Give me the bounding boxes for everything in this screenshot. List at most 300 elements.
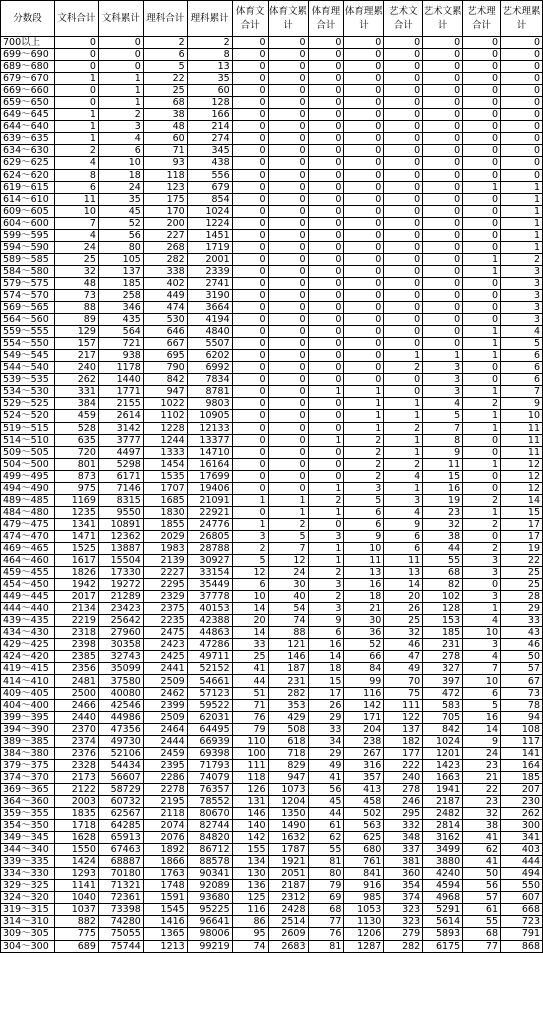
table-cell: 0 — [54, 97, 98, 109]
table-cell: 7 — [463, 663, 501, 675]
table-cell: 0 — [463, 374, 501, 386]
table-cell: 262 — [54, 374, 98, 386]
table-cell: 0 — [232, 181, 268, 193]
table-cell: 0 — [423, 289, 463, 301]
table-cell: 4 — [384, 470, 423, 482]
table-cell: 0 — [268, 338, 308, 350]
table-cell: 5 — [501, 338, 543, 350]
table-cell: 6 — [501, 350, 543, 362]
table-cell: 0 — [344, 253, 384, 265]
table-row — [1, 699, 543, 711]
table-cell: 2122 — [54, 783, 98, 795]
table-cell: 0 — [384, 241, 423, 253]
table-cell: 71793 — [187, 759, 232, 771]
table-cell: 0 — [308, 289, 344, 301]
table-row — [1, 482, 543, 494]
table-cell: 57 — [501, 663, 543, 675]
table-cell: 0 — [308, 121, 344, 133]
table-cell: 14 — [463, 723, 501, 735]
table-cell: 1 — [463, 386, 501, 398]
table-cell: 0 — [463, 85, 501, 97]
table-cell: 646 — [143, 326, 187, 338]
table-cell: 125 — [232, 892, 268, 904]
table-cell: 2 — [384, 458, 423, 470]
table-cell: 0 — [232, 338, 268, 350]
table-cell: 3 — [384, 494, 423, 506]
table-row — [1, 892, 543, 904]
table-cell: 6 — [501, 362, 543, 374]
table-cell: 2514 — [268, 916, 308, 928]
table-cell: 1787 — [268, 844, 308, 856]
table-cell: 41 — [463, 856, 501, 868]
table-cell: 0 — [308, 49, 344, 61]
table-cell: 95 — [232, 928, 268, 940]
score-range-cell: 700以上 — [1, 37, 55, 49]
table-cell: 346 — [98, 302, 143, 314]
table-cell: 78 — [501, 699, 543, 711]
score-range-cell: 659～650 — [1, 97, 55, 109]
table-cell: 16164 — [187, 458, 232, 470]
table-cell: 403 — [501, 844, 543, 856]
table-cell: 3 — [501, 277, 543, 289]
table-cell: 278 — [384, 783, 423, 795]
table-cell: 0 — [268, 97, 308, 109]
score-range-cell: 579～575 — [1, 277, 55, 289]
score-range-cell: 459～455 — [1, 567, 55, 579]
table-row — [1, 338, 543, 350]
table-cell: 42546 — [98, 699, 143, 711]
table-cell: 50 — [463, 868, 501, 880]
table-cell: 8781 — [187, 386, 232, 398]
table-cell: 222 — [384, 759, 423, 771]
table-cell: 3 — [501, 265, 543, 277]
header-pe-wen-cumulative: 体育文累计 — [268, 1, 308, 37]
table-cell: 55 — [308, 844, 344, 856]
table-cell: 0 — [268, 241, 308, 253]
table-row — [1, 880, 543, 892]
table-cell: 29 — [501, 603, 543, 615]
table-cell: 46 — [501, 639, 543, 651]
table-cell: 278 — [423, 651, 463, 663]
table-cell: 17 — [501, 518, 543, 530]
score-range-cell: 329～325 — [1, 880, 55, 892]
table-cell: 1 — [54, 73, 98, 85]
table-cell: 3 — [423, 386, 463, 398]
table-row — [1, 253, 543, 265]
table-cell: 0 — [232, 265, 268, 277]
table-cell: 5 — [423, 410, 463, 422]
table-cell: 689 — [54, 940, 98, 952]
score-range-cell: 444～440 — [1, 603, 55, 615]
table-cell: 0 — [344, 121, 384, 133]
table-row — [1, 747, 543, 759]
table-cell: 30 — [344, 615, 384, 627]
table-cell: 3 — [308, 603, 344, 615]
score-range-cell: 479～475 — [1, 518, 55, 530]
table-cell: 0 — [268, 169, 308, 181]
table-cell: 1718 — [54, 820, 98, 832]
table-cell: 0 — [268, 109, 308, 121]
table-cell: 0 — [384, 253, 423, 265]
table-cell: 58729 — [98, 783, 143, 795]
table-cell: 2 — [463, 494, 501, 506]
table-cell: 2003 — [54, 795, 98, 807]
score-range-cell: 504～500 — [1, 458, 55, 470]
table-cell: 1204 — [268, 795, 308, 807]
table-cell: 3162 — [423, 832, 463, 844]
table-cell: 0 — [344, 145, 384, 157]
table-cell: 128 — [423, 603, 463, 615]
score-range-cell: 609～605 — [1, 205, 55, 217]
table-cell: 0 — [308, 338, 344, 350]
table-cell: 3 — [308, 530, 344, 542]
table-cell: 3142 — [98, 422, 143, 434]
table-cell: 10891 — [98, 518, 143, 530]
table-cell: 0 — [308, 73, 344, 85]
table-cell: 1213 — [143, 940, 187, 952]
table-cell: 9 — [423, 446, 463, 458]
table-row — [1, 820, 543, 832]
table-cell: 62 — [308, 832, 344, 844]
table-cell: 0 — [268, 133, 308, 145]
table-cell: 0 — [384, 133, 423, 145]
table-cell: 1451 — [187, 229, 232, 241]
table-cell: 54661 — [187, 675, 232, 687]
table-row — [1, 277, 543, 289]
table-cell: 0 — [268, 181, 308, 193]
table-cell: 217 — [54, 350, 98, 362]
table-row — [1, 591, 543, 603]
table-cell: 7834 — [187, 374, 232, 386]
table-cell: 1024 — [187, 205, 232, 217]
table-cell: 3 — [98, 121, 143, 133]
table-cell: 71 — [232, 699, 268, 711]
table-cell: 0 — [384, 169, 423, 181]
table-row — [1, 97, 543, 109]
table-cell: 66 — [344, 651, 384, 663]
table-cell: 21091 — [187, 494, 232, 506]
table-row — [1, 241, 543, 253]
table-cell: 2134 — [54, 603, 98, 615]
table-cell: 61 — [463, 904, 501, 916]
table-cell: 0 — [463, 289, 501, 301]
table-cell: 110 — [232, 735, 268, 747]
table-cell: 1 — [463, 410, 501, 422]
score-range-cell: 599～595 — [1, 229, 55, 241]
table-cell: 11 — [501, 434, 543, 446]
table-cell: 116 — [232, 904, 268, 916]
table-cell: 0 — [344, 229, 384, 241]
table-cell: 0 — [384, 205, 423, 217]
table-cell: 0 — [232, 362, 268, 374]
table-cell: 57 — [463, 892, 501, 904]
table-cell: 10 — [232, 591, 268, 603]
table-row — [1, 940, 543, 952]
table-row — [1, 735, 543, 747]
table-cell: 25 — [232, 651, 268, 663]
table-cell: 607 — [501, 892, 543, 904]
table-cell: 4 — [98, 133, 143, 145]
table-cell: 29 — [308, 747, 344, 759]
table-cell: 0 — [268, 362, 308, 374]
table-cell: 4840 — [187, 326, 232, 338]
table-cell: 21 — [344, 603, 384, 615]
table-cell: 136 — [232, 880, 268, 892]
table-cell: 2376 — [54, 747, 98, 759]
table-cell: 0 — [344, 37, 384, 49]
table-cell: 0 — [308, 350, 344, 362]
table-cell: 5 — [143, 61, 187, 73]
table-cell: 214 — [187, 121, 232, 133]
table-cell: 300 — [501, 820, 543, 832]
table-cell: 3 — [344, 482, 384, 494]
table-cell: 1130 — [344, 916, 384, 928]
table-cell: 868 — [501, 940, 543, 952]
header-pe-li-count: 体育理合计 — [308, 1, 344, 37]
header-art-wen-count: 艺术文合计 — [384, 1, 423, 37]
table-cell: 0 — [232, 482, 268, 494]
table-cell: 0 — [308, 422, 344, 434]
table-cell: 0 — [308, 229, 344, 241]
table-cell: 10 — [463, 627, 501, 639]
table-cell: 116 — [344, 687, 384, 699]
table-cell: 801 — [54, 458, 98, 470]
table-row — [1, 217, 543, 229]
table-cell: 0 — [384, 49, 423, 61]
table-cell: 3 — [463, 567, 501, 579]
table-cell: 6 — [143, 49, 187, 61]
table-cell: 1535 — [143, 470, 187, 482]
table-cell: 3499 — [423, 844, 463, 856]
table-cell: 15 — [501, 506, 543, 518]
table-cell: 2195 — [143, 795, 187, 807]
table-cell: 52 — [98, 217, 143, 229]
table-cell: 435 — [98, 314, 143, 326]
table-cell: 80 — [98, 241, 143, 253]
score-range-cell: 409～405 — [1, 687, 55, 699]
header-wenke-cumulative: 文科累计 — [98, 1, 143, 37]
table-cell: 71 — [143, 145, 187, 157]
score-range-cell: 439～435 — [1, 615, 55, 627]
table-cell: 12 — [501, 470, 543, 482]
table-cell: 0 — [344, 169, 384, 181]
table-cell: 842 — [143, 374, 187, 386]
table-cell: 129 — [54, 326, 98, 338]
table-cell: 62031 — [187, 711, 232, 723]
table-cell: 882 — [54, 916, 98, 928]
table-cell: 227 — [143, 229, 187, 241]
table-row — [1, 314, 543, 326]
table-cell: 164 — [501, 759, 543, 771]
table-cell: 238 — [344, 735, 384, 747]
table-row — [1, 145, 543, 157]
table-cell: 177 — [384, 747, 423, 759]
header-pe-wen-count: 体育文合计 — [232, 1, 268, 37]
table-cell: 142 — [232, 832, 268, 844]
table-cell: 146 — [232, 808, 268, 820]
table-cell: 175 — [143, 193, 187, 205]
table-cell: 1206 — [344, 928, 384, 940]
table-cell: 0 — [423, 229, 463, 241]
table-cell: 2481 — [54, 675, 98, 687]
table-cell: 0 — [232, 73, 268, 85]
table-cell: 0 — [423, 109, 463, 121]
table-cell: 0 — [308, 518, 344, 530]
table-cell: 1983 — [143, 542, 187, 554]
table-cell: 4 — [423, 398, 463, 410]
table-cell: 47 — [384, 651, 423, 663]
score-range-cell: 589～585 — [1, 253, 55, 265]
header-art-wen-cumulative: 艺术文累计 — [423, 1, 463, 37]
table-cell: 1169 — [54, 494, 98, 506]
table-cell: 2370 — [54, 723, 98, 735]
table-cell: 0 — [463, 362, 501, 374]
table-cell: 37778 — [187, 591, 232, 603]
table-cell: 0 — [308, 61, 344, 73]
table-cell: 1826 — [54, 567, 98, 579]
table-cell: 67 — [501, 675, 543, 687]
table-cell: 1 — [54, 109, 98, 121]
table-cell: 0 — [423, 302, 463, 314]
table-cell: 19 — [501, 542, 543, 554]
table-cell: 25 — [501, 579, 543, 591]
table-cell: 6 — [463, 687, 501, 699]
table-cell: 0 — [232, 97, 268, 109]
table-row — [1, 567, 543, 579]
table-cell: 1545 — [143, 904, 187, 916]
table-cell: 667 — [143, 338, 187, 350]
table-cell: 80 — [308, 868, 344, 880]
table-cell: 0 — [344, 133, 384, 145]
table-cell: 56 — [98, 229, 143, 241]
table-cell: 90341 — [187, 868, 232, 880]
table-row — [1, 555, 543, 567]
table-cell: 327 — [423, 663, 463, 675]
score-range-cell: 554～550 — [1, 338, 55, 350]
table-cell: 0 — [423, 121, 463, 133]
table-cell: 47356 — [98, 723, 143, 735]
table-cell: 89 — [54, 314, 98, 326]
table-row — [1, 302, 543, 314]
score-range-cell: 344～340 — [1, 844, 55, 856]
table-cell: 18 — [308, 663, 344, 675]
table-cell: 204 — [344, 723, 384, 735]
table-cell: 0 — [308, 37, 344, 49]
table-cell: 0 — [384, 229, 423, 241]
score-range-cell: 574～570 — [1, 289, 55, 301]
table-cell: 44 — [308, 808, 344, 820]
table-cell: 81 — [308, 940, 344, 952]
table-cell: 323 — [384, 916, 423, 928]
table-cell: 1 — [463, 181, 501, 193]
table-cell: 0 — [463, 530, 501, 542]
score-range-cell: 489～485 — [1, 494, 55, 506]
table-row — [1, 109, 543, 121]
score-range-cell: 474～470 — [1, 530, 55, 542]
table-cell: 3 — [463, 555, 501, 567]
table-row — [1, 398, 543, 410]
table-cell: 0 — [384, 386, 423, 398]
table-cell: 100 — [232, 747, 268, 759]
table-cell: 494 — [501, 868, 543, 880]
table-cell: 0 — [501, 97, 543, 109]
table-cell: 1 — [54, 121, 98, 133]
table-cell: 64495 — [187, 723, 232, 735]
score-range-cell: 414～410 — [1, 675, 55, 687]
table-cell: 1 — [384, 482, 423, 494]
table-cell: 4194 — [187, 314, 232, 326]
score-range-cell: 514～510 — [1, 434, 55, 446]
table-cell: 0 — [384, 314, 423, 326]
table-cell: 0 — [98, 49, 143, 61]
score-range-cell: 349～345 — [1, 832, 55, 844]
table-cell: 0 — [344, 85, 384, 97]
table-cell: 12 — [501, 458, 543, 470]
table-cell: 1073 — [268, 783, 308, 795]
table-cell: 0 — [501, 37, 543, 49]
table-cell: 2509 — [143, 675, 187, 687]
table-cell: 7 — [423, 422, 463, 434]
table-cell: 680 — [344, 844, 384, 856]
table-cell: 1835 — [54, 808, 98, 820]
table-cell: 0 — [423, 338, 463, 350]
table-cell: 122 — [384, 711, 423, 723]
table-cell: 1 — [344, 398, 384, 410]
table-cell: 5 — [344, 494, 384, 506]
score-range-cell: 369～365 — [1, 783, 55, 795]
table-cell: 0 — [501, 121, 543, 133]
table-cell: 2 — [98, 109, 143, 121]
table-cell: 2 — [308, 567, 344, 579]
table-cell: 2 — [384, 362, 423, 374]
table-cell: 2 — [344, 458, 384, 470]
table-row — [1, 289, 543, 301]
table-cell: 3 — [423, 362, 463, 374]
table-cell: 0 — [308, 97, 344, 109]
table-cell: 2318 — [54, 627, 98, 639]
table-cell: 282 — [384, 940, 423, 952]
table-cell: 5298 — [98, 458, 143, 470]
table-cell: 1 — [501, 241, 543, 253]
table-row — [1, 265, 543, 277]
table-row — [1, 446, 543, 458]
table-cell: 1892 — [143, 844, 187, 856]
table-cell: 2614 — [98, 410, 143, 422]
score-range-cell: 689～680 — [1, 61, 55, 73]
table-cell: 916 — [344, 880, 384, 892]
table-cell: 8 — [423, 434, 463, 446]
table-cell: 14 — [384, 579, 423, 591]
table-cell: 33 — [308, 723, 344, 735]
score-range-cell: 539～535 — [1, 374, 55, 386]
table-row — [1, 783, 543, 795]
table-cell: 0 — [268, 458, 308, 470]
table-cell: 3 — [463, 591, 501, 603]
table-cell: 508 — [268, 723, 308, 735]
table-cell: 1771 — [98, 386, 143, 398]
table-cell: 24 — [54, 241, 98, 253]
table-cell: 1 — [232, 518, 268, 530]
table-cell: 2295 — [143, 579, 187, 591]
table-cell: 56 — [463, 880, 501, 892]
table-cell: 0 — [232, 446, 268, 458]
table-cell: 88 — [268, 627, 308, 639]
table-cell: 1 — [463, 603, 501, 615]
table-cell: 111 — [232, 759, 268, 771]
table-cell: 25 — [54, 253, 98, 265]
table-cell: 1 — [308, 386, 344, 398]
table-cell: 74 — [232, 940, 268, 952]
